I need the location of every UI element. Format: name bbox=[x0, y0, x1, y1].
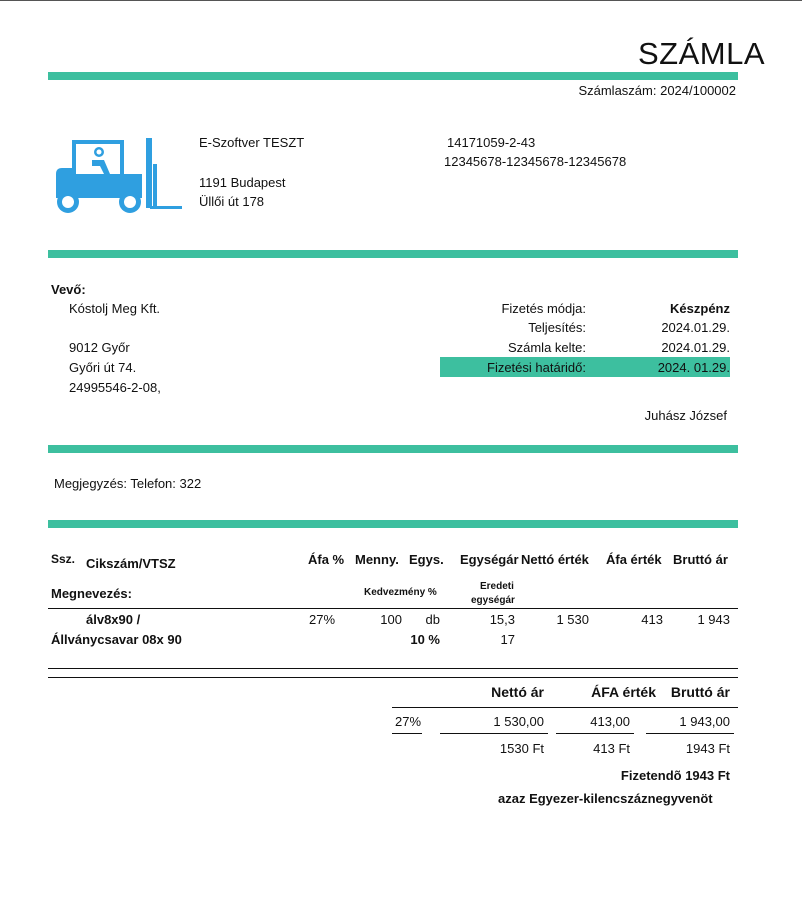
invoice-number: Számlaszám: 2024/100002 bbox=[578, 83, 736, 98]
col-orig-price-1: Eredeti bbox=[480, 581, 514, 592]
col-unit: Egys. bbox=[409, 552, 444, 567]
issue-date-value: 2024.01.29. bbox=[661, 340, 730, 355]
row-qty: 100 bbox=[380, 612, 402, 627]
col-vat: Áfa % bbox=[308, 552, 345, 567]
row-unit-price: 15,3 bbox=[489, 612, 515, 627]
buyer-divider bbox=[48, 445, 738, 453]
payable-total: Fizetendõ 1943 Ft bbox=[620, 768, 730, 783]
col-code: Cikszám/VTSZ bbox=[86, 556, 176, 571]
summary-line bbox=[392, 707, 738, 708]
col-vat-value: Áfa érték bbox=[606, 552, 662, 567]
amount-in-words: azaz Egyezer-kilencszáznegyvenöt bbox=[498, 791, 713, 806]
col-qty: Menny. bbox=[355, 552, 399, 567]
row-vat-value: 413 bbox=[641, 612, 663, 627]
row-name: Állványcsavar 08x 90 bbox=[51, 632, 182, 647]
row-unit: db bbox=[425, 612, 440, 627]
note-text: Megjegyzés: Telefon: 322 bbox=[54, 476, 202, 491]
fulfillment-value: 2024.01.29. bbox=[661, 320, 730, 335]
buyer-city: 9012 Győr bbox=[69, 340, 130, 355]
summary-rate: 27% bbox=[395, 714, 422, 729]
col-orig-price-2: egységár bbox=[471, 595, 515, 606]
gross-underline bbox=[646, 733, 734, 734]
summary-net-ft: 1530 Ft bbox=[499, 741, 544, 756]
invoice-title: SZÁMLA bbox=[638, 36, 766, 71]
summary-gross: 1 943,00 bbox=[679, 714, 730, 729]
seller-city: 1191 Budapest bbox=[199, 175, 286, 190]
col-ssz: Ssz. bbox=[51, 552, 76, 566]
summary-vat: 413,00 bbox=[590, 714, 630, 729]
row-orig-price: 17 bbox=[500, 632, 515, 647]
issue-date-label: Számla kelte: bbox=[507, 340, 586, 355]
due-date-label: Fizetési határidő: bbox=[487, 360, 586, 375]
seller-tax-id: 14171059-2-43 bbox=[447, 135, 536, 150]
row-code: álv8x90 / bbox=[86, 612, 141, 627]
row-vat: 27% bbox=[309, 612, 336, 627]
payment-method-value: Készpénz bbox=[670, 301, 730, 316]
col-name: Megnevezés: bbox=[51, 586, 132, 601]
due-date-value: 2024. 01.29. bbox=[657, 360, 730, 375]
issuer-name: Juhász József bbox=[644, 408, 727, 423]
row-net: 1 530 bbox=[556, 612, 589, 627]
summary-gross-label: Bruttó ár bbox=[670, 684, 730, 700]
buyer-name: Kóstolj Meg Kft. bbox=[69, 301, 161, 316]
seller-name: E-Szoftver TESZT bbox=[199, 135, 305, 150]
seller-divider bbox=[48, 250, 738, 258]
net-underline bbox=[440, 733, 548, 734]
table-bottom-line-2 bbox=[48, 677, 738, 678]
buyer-tax-id: 24995546-2-08, bbox=[69, 380, 161, 395]
fulfillment-label: Teljesítés: bbox=[528, 320, 586, 335]
vat-underline bbox=[556, 733, 634, 734]
rate-underline bbox=[392, 733, 422, 734]
buyer-label: Vevő: bbox=[51, 282, 86, 297]
col-discount: Kedvezmény % bbox=[364, 587, 437, 598]
summary-vat-ft: 413 Ft bbox=[593, 741, 630, 756]
summary-net: 1 530,00 bbox=[493, 714, 544, 729]
top-border bbox=[0, 0, 802, 1]
col-net: Nettó érték bbox=[521, 552, 589, 567]
payment-method-label: Fizetés módja: bbox=[501, 301, 586, 316]
buyer-street: Győri út 74. bbox=[69, 360, 137, 375]
table-header-line bbox=[48, 608, 738, 609]
col-unit-price: Egységár bbox=[460, 552, 519, 567]
summary-vat-label: ÁFA érték bbox=[591, 684, 656, 700]
row-gross: 1 943 bbox=[697, 612, 730, 627]
table-bottom-line-1 bbox=[48, 668, 738, 669]
summary-net-label: Nettó ár bbox=[491, 684, 544, 700]
row-discount: 10 % bbox=[410, 632, 440, 647]
col-gross: Bruttó ár bbox=[673, 552, 728, 567]
summary-gross-ft: 1943 Ft bbox=[685, 741, 730, 756]
note-divider bbox=[48, 520, 738, 528]
forklift-icon bbox=[52, 134, 186, 219]
header-divider bbox=[48, 72, 738, 80]
seller-street: Üllői út 178 bbox=[199, 194, 265, 209]
seller-bank-account: 12345678-12345678-12345678 bbox=[444, 154, 627, 169]
